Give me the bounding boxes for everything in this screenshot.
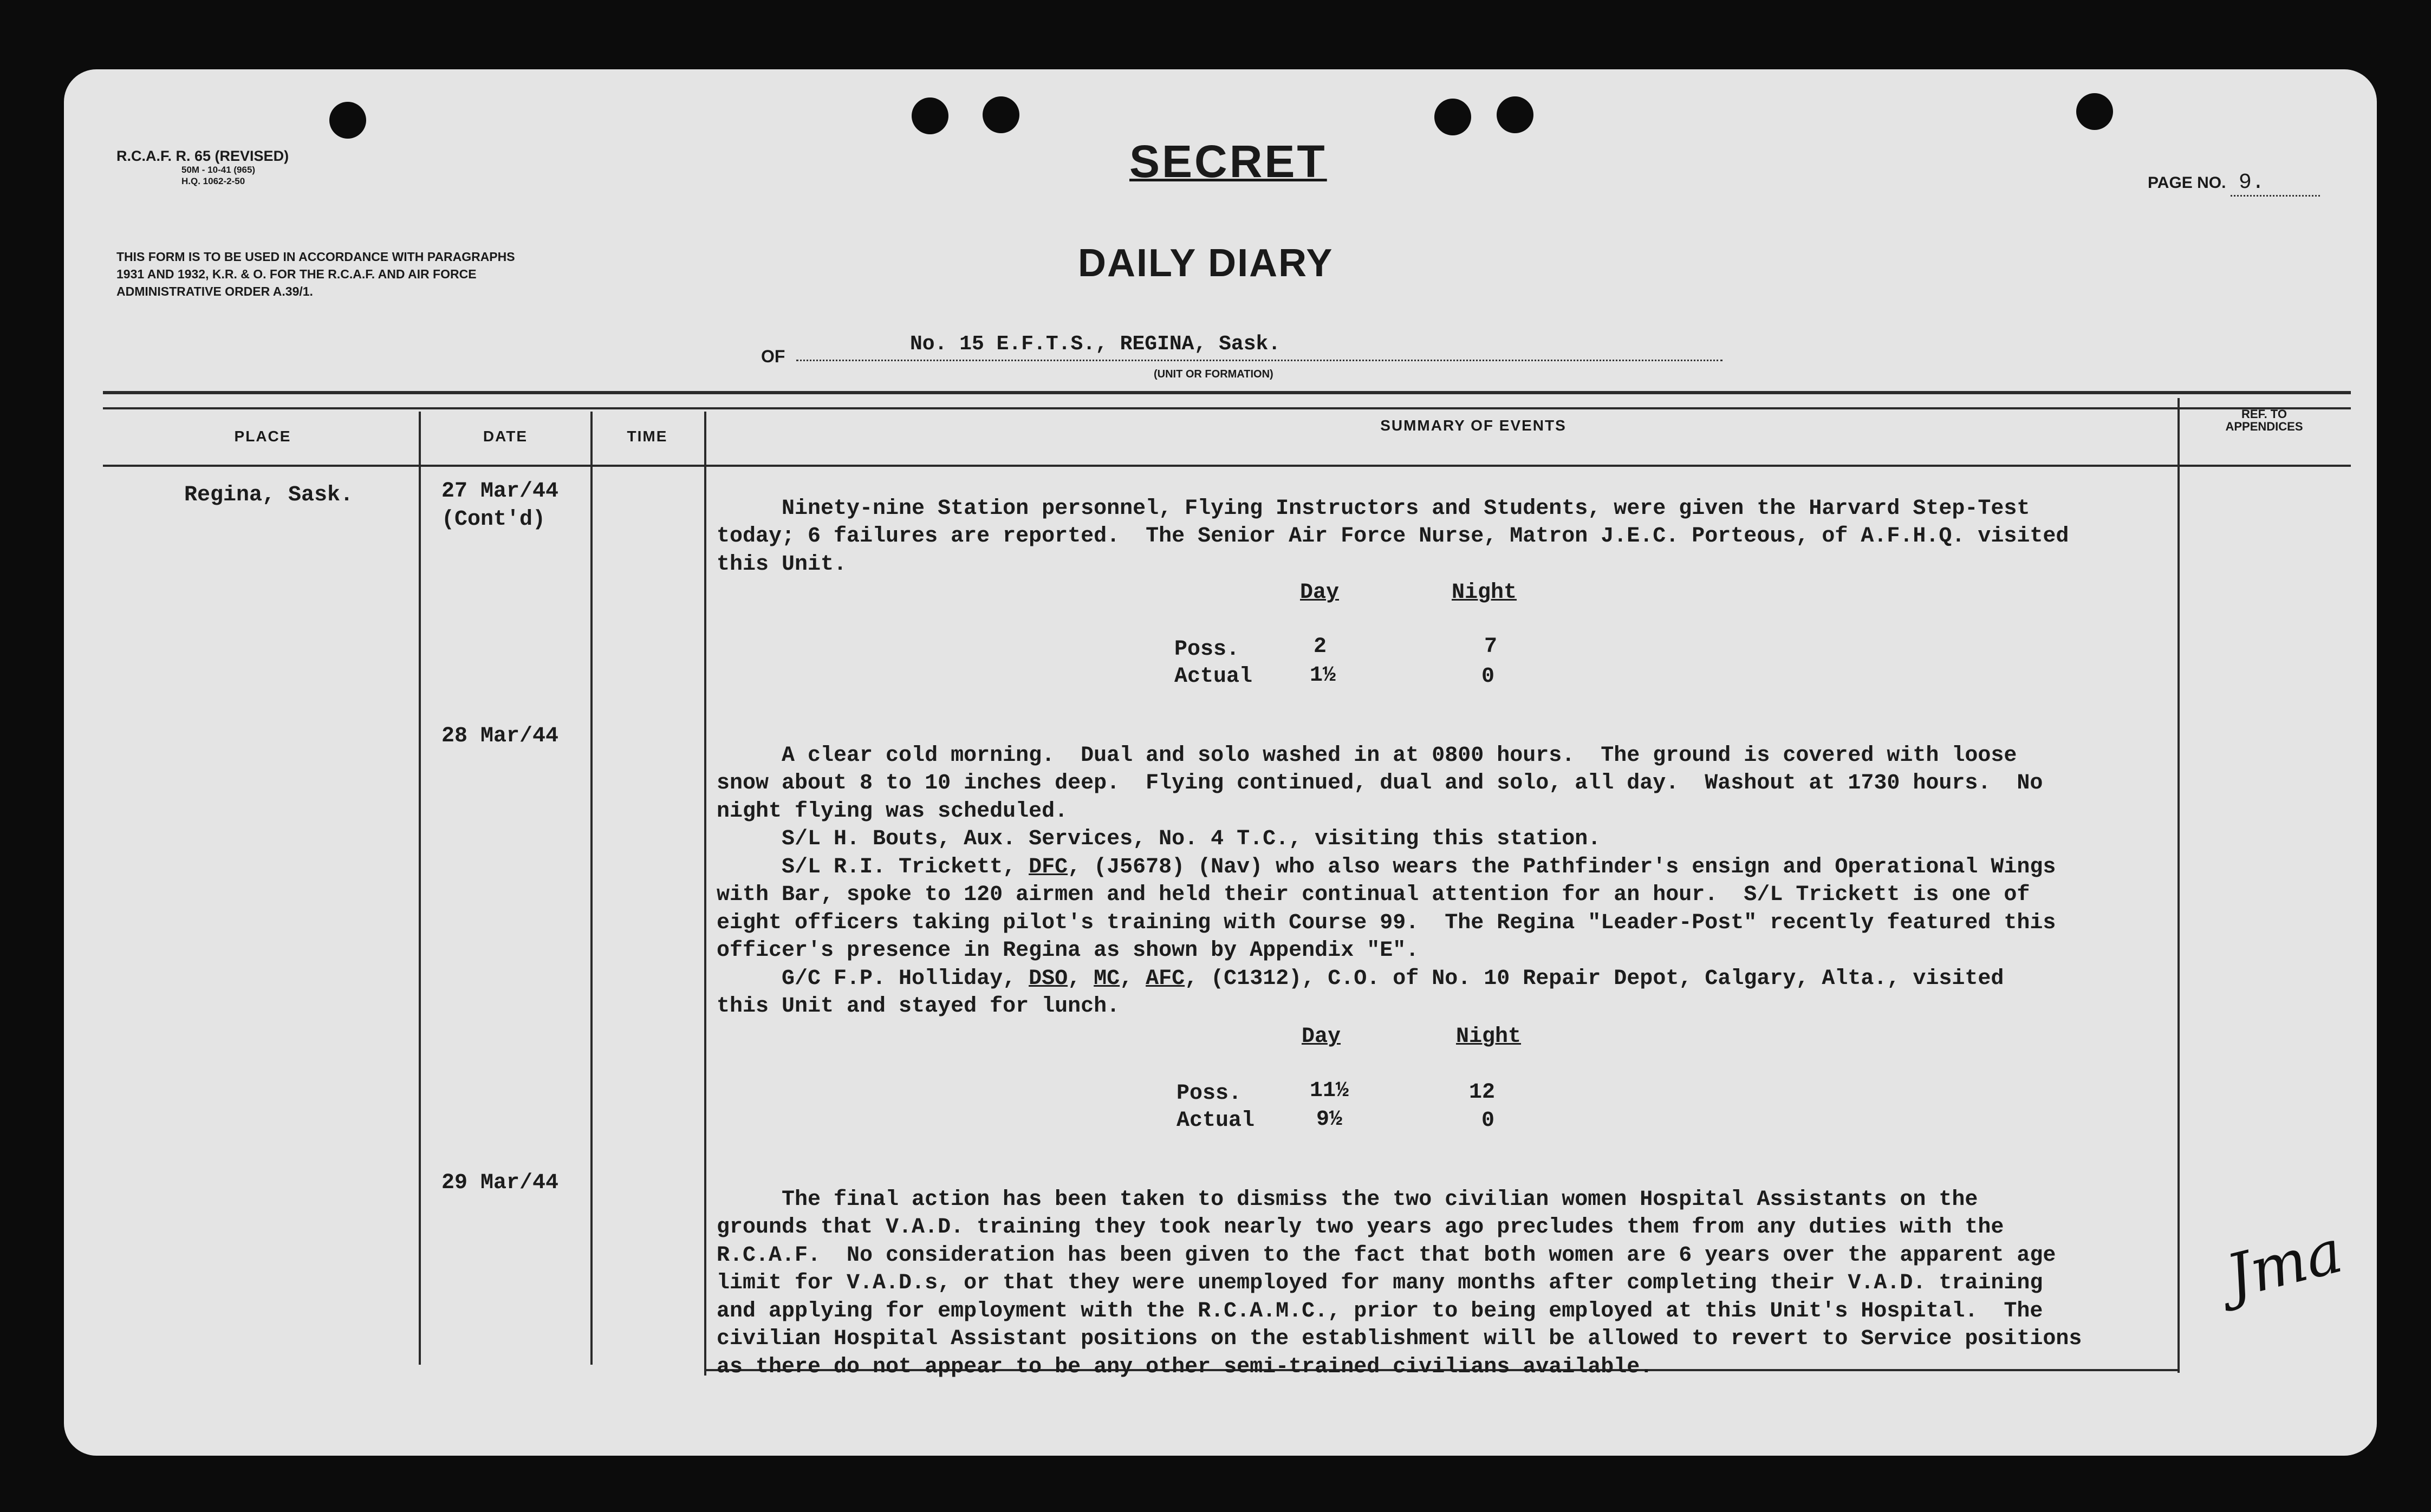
summary-line: night flying was scheduled. [717, 799, 1068, 824]
flying-night-header: Night [1456, 1025, 1522, 1049]
column-divider [2178, 398, 2180, 1373]
summary-text: G/C F.P. Holliday, [717, 966, 1029, 991]
decoration-abbrev: MC [1094, 966, 1120, 991]
print-code: 50M - 10-41 (965) [181, 165, 256, 175]
summary-line: this Unit. [717, 552, 847, 577]
summary-line: S/L H. Bouts, Aux. Services, No. 4 T.C., visiting this station. [717, 827, 1601, 851]
date-cell-continued: (Cont'd) [441, 507, 546, 532]
summary-line: as there do not appear to be any other semi-trained civilians available. [717, 1354, 1653, 1379]
page-number-value: 9. [2231, 171, 2320, 197]
punch-hole [329, 102, 366, 139]
decoration-abbrev: DSO [1029, 966, 1068, 991]
flying-actual-night: 0 [1481, 1109, 1495, 1133]
summary-line: officer's presence in Regina as shown by Appendix "E". [717, 939, 1419, 963]
summary-text: , (J5678) (Nav) who also wears the Pathfinder's ensign and Operational Wings [1068, 855, 2056, 879]
page-title: DAILY DIARY [1078, 242, 1334, 285]
flying-poss-day: 2 [1314, 635, 1327, 659]
flying-actual-label: Actual [1176, 1109, 1255, 1133]
summary-entry [717, 1158, 2082, 1381]
flying-actual-night: 0 [1481, 664, 1495, 689]
unit-name: No. 15 E.F.T.S., REGINA, Sask. [910, 333, 1281, 356]
column-header-place: PLACE [234, 428, 291, 445]
form-number: R.C.A.F. R. 65 (REVISED) [116, 148, 289, 164]
flying-poss-label: Poss. [1176, 1081, 1242, 1106]
handwritten-initials: Jma [2219, 1216, 2349, 1312]
flying-day-header: Day [1302, 1025, 1341, 1049]
table-top-rule [103, 391, 2351, 394]
flying-actual-day: 9½ [1316, 1107, 1343, 1132]
column-divider [590, 412, 593, 1365]
decoration-abbrev: DFC [1029, 855, 1068, 879]
date-cell: 29 Mar/44 [441, 1171, 559, 1195]
summary-line: today; 6 failures are reported. The Senior Air Force Nurse, Matron J.E.C. Porteous, of A.F.H.Q. visited [717, 524, 2069, 549]
summary-text: , [1068, 966, 1094, 991]
summary-entry [717, 714, 2056, 1021]
summary-line: R.C.A.F. No consideration has been given to the fact that both women are 6 years over the apparent age [717, 1243, 2056, 1268]
date-cell: 28 Mar/44 [441, 724, 559, 748]
column-header-summary: SUMMARY OF EVENTS [1380, 417, 1566, 434]
ref-header-line: APPENDICES [2225, 420, 2303, 434]
summary-line: limit for V.A.D.s, or that they were unemployed for many months after completing their V.A.D. training [717, 1271, 2043, 1295]
decoration-abbrev: AFC [1146, 966, 1185, 991]
ref-header-line: REF. TO [2241, 407, 2287, 421]
summary-line: The final action has been taken to dismiss the two civilian women Hospital Assistants on the [717, 1187, 1978, 1212]
punch-hole [983, 96, 1019, 133]
summary-line [717, 855, 2056, 879]
summary-text: , [1120, 966, 1146, 991]
summary-line: Ninety-nine Station personnel, Flying Instructors and Students, were given the Harvard Step-Test [717, 496, 2030, 521]
punch-hole [912, 97, 948, 134]
flying-night-header: Night [1452, 581, 1517, 605]
form-instructions: THIS FORM IS TO BE USED IN ACCORDANCE WITH PARAGRAPHS 1931 AND 1932, K.R. & O. FOR THE R.C.A.F. AND AIR FORCE ADMINISTRATIVE ORDER A.39/1. [116, 250, 515, 299]
summary-text: S/L R.I. Trickett, [717, 855, 1029, 879]
summary-line: grounds that V.A.D. training they took nearly two years ago precludes them from any duties with the [717, 1215, 2004, 1240]
column-divider [419, 412, 421, 1365]
date-cell: 27 Mar/44 [441, 479, 559, 504]
unit-of-label: OF [761, 347, 785, 366]
column-header-date: DATE [483, 428, 528, 445]
summary-line: snow about 8 to 10 inches deep. Flying continued, dual and solo, all day. Washout at 1730 hours. No [717, 771, 2043, 796]
page-number-label: PAGE NO. [2148, 174, 2226, 192]
column-header-ref-appendices [2188, 408, 2340, 433]
flying-poss-night: 12 [1469, 1080, 1496, 1105]
form-identifier [116, 147, 289, 187]
summary-entry [717, 467, 2069, 578]
punch-hole [1497, 96, 1533, 133]
place-cell: Regina, Sask. [184, 483, 354, 507]
summary-line: eight officers taking pilot's training with Course 99. The Regina "Leader-Post" recently featured this [717, 910, 2056, 935]
unit-caption: (UNIT OR FORMATION) [1154, 368, 1273, 380]
punch-hole [1434, 99, 1471, 135]
flying-poss-label: Poss. [1174, 637, 1240, 662]
classification-stamp: SECRET [1129, 136, 1327, 187]
flying-poss-day: 11½ [1310, 1079, 1349, 1103]
flying-actual-label: Actual [1174, 664, 1253, 689]
column-divider [704, 412, 706, 1376]
summary-text: , (C1312), C.O. of No. 10 Repair Depot, Calgary, Alta., visited [1185, 966, 2004, 991]
summary-line: and applying for employment with the R.C.A.M.C., prior to being employed at this Unit's Hospital. The [717, 1299, 2043, 1324]
summary-line [717, 967, 2004, 991]
column-header-time: TIME [627, 428, 668, 445]
page-number-field [2148, 171, 2320, 197]
flying-day-header: Day [1300, 581, 1340, 605]
table-top-rule-thin [103, 407, 2351, 409]
summary-line: A clear cold morning. Dual and solo washed in at 0800 hours. The ground is covered with loose [717, 743, 2017, 768]
summary-line: civilian Hospital Assistant positions on the establishment will be allowed to revert to Service positions [717, 1327, 2082, 1351]
flying-poss-night: 7 [1484, 635, 1498, 659]
flying-actual-day: 1½ [1310, 663, 1336, 688]
summary-line: with Bar, spoke to 120 airmen and held their continual attention for an hour. S/L Trickett is one of [717, 883, 2030, 907]
punch-hole [2076, 93, 2113, 130]
print-code: H.Q. 1062-2-50 [181, 175, 245, 186]
summary-line: this Unit and stayed for lunch. [717, 994, 1120, 1019]
